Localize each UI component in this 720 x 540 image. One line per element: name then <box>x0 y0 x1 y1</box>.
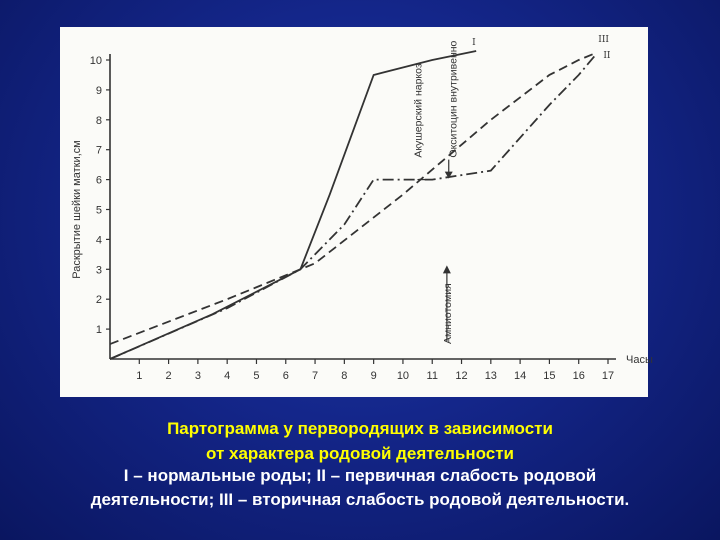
annotation-oxytocin: Окситоцин внутривенно <box>447 40 460 158</box>
x-tick-label: 15 <box>543 370 556 382</box>
x-tick-label: 5 <box>253 370 260 382</box>
x-tick-label: 6 <box>282 370 289 382</box>
y-axis-label: Раскрытие шейки матки,см <box>71 140 83 279</box>
x-tick-label: 7 <box>311 370 319 382</box>
caption-legend-line-2: деятельности; III – вторичная слабость родовой деятельности. <box>90 490 630 509</box>
x-tick-label: 16 <box>572 370 585 382</box>
partogram-chart <box>60 27 653 397</box>
x-tick-label: 13 <box>484 370 497 382</box>
y-tick-label: 8 <box>95 114 102 127</box>
y-tick-label: 6 <box>95 174 102 187</box>
y-tick-label: 3 <box>95 264 102 277</box>
y-tick-label: 9 <box>95 84 102 97</box>
y-tick-label: 1 <box>95 324 102 337</box>
series-line-ii <box>110 54 593 344</box>
series-label-ii: II <box>603 51 611 62</box>
caption-title-line-2: от характера родовой деятельности <box>206 444 514 463</box>
x-tick-label: 10 <box>396 370 410 382</box>
x-tick-label: 3 <box>194 370 201 382</box>
x-tick-label: 12 <box>455 370 468 382</box>
caption-legend-line-1: I – нормальные роды; II – первичная слабость родовой <box>123 466 597 485</box>
x-tick-label: 11 <box>426 370 438 382</box>
series-label-i: I <box>472 38 476 49</box>
x-tick-label: 17 <box>601 370 615 382</box>
x-tick-label: 14 <box>513 370 527 382</box>
y-tick-label: 10 <box>89 55 102 67</box>
x-tick-label: 4 <box>224 370 231 382</box>
caption-title-line-1: Партограмма у первородящих в зависимости <box>167 419 553 438</box>
annotation-amniotomy: Амниотомия <box>441 283 454 345</box>
series-label-iii: III <box>598 35 609 46</box>
x-tick-label: 1 <box>136 370 143 382</box>
x-tick-label: 9 <box>370 370 377 382</box>
annotation-anesthesia: Акушерский наркоз <box>412 63 425 158</box>
x-tick-label: 8 <box>341 370 348 382</box>
amniotomy-arrowhead <box>443 265 451 273</box>
x-tick-label: 2 <box>165 370 172 382</box>
x-axis-label: Часы <box>626 354 653 366</box>
y-tick-label: 2 <box>95 294 102 307</box>
partogram-figure <box>60 27 653 397</box>
y-tick-label: 5 <box>95 204 102 217</box>
y-tick-label: 4 <box>95 234 102 247</box>
y-tick-label: 7 <box>95 144 102 157</box>
series-line-iii <box>110 54 596 359</box>
